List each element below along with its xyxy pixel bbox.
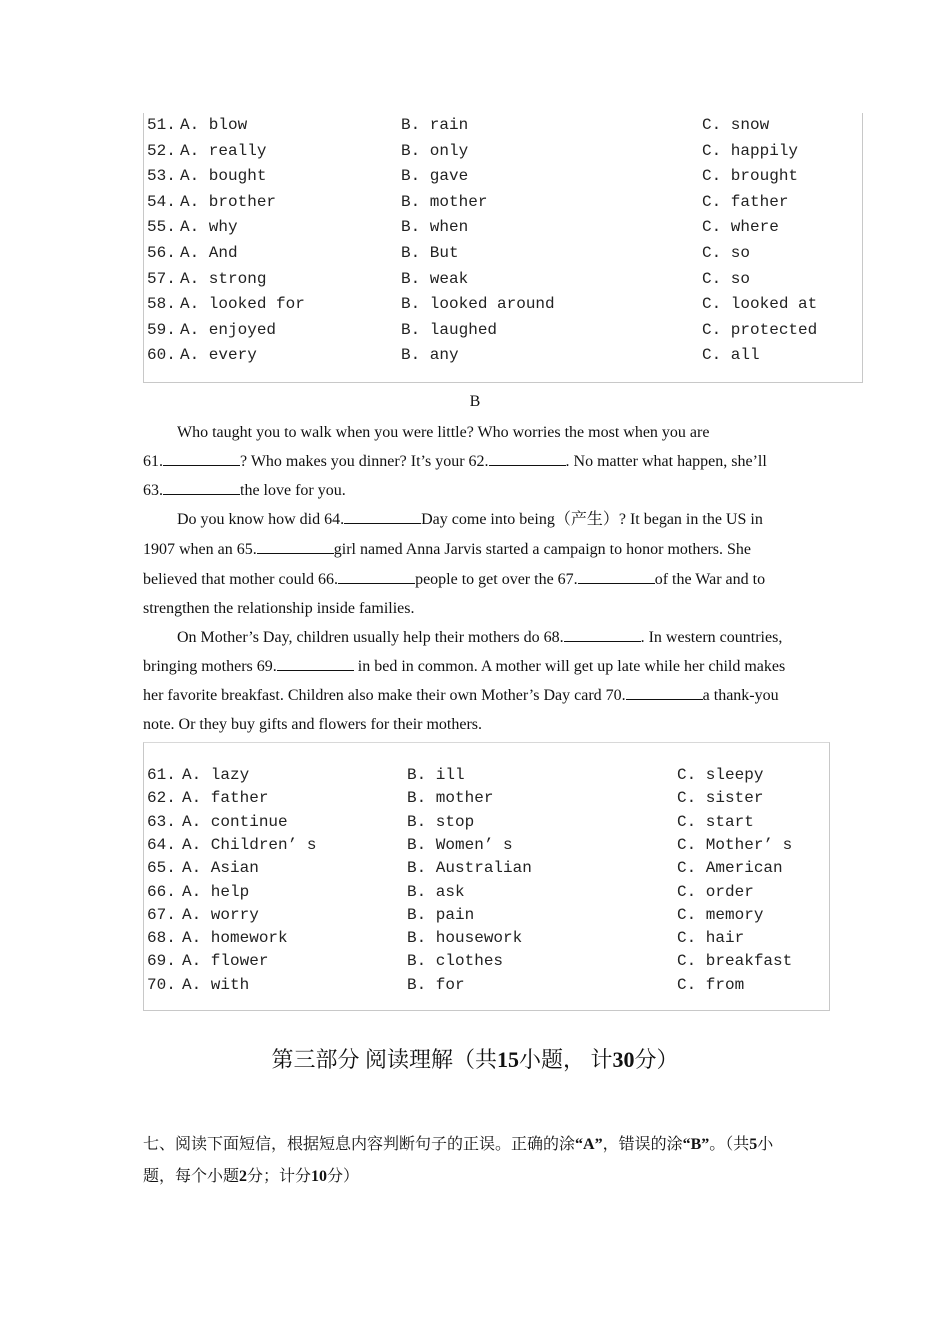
question-number: 55. — [147, 218, 176, 237]
option-row — [144, 949, 829, 974]
option-c[interactable]: C. start — [677, 812, 754, 831]
part3-question-count: 15 — [496, 1047, 519, 1072]
question-number: 59. — [147, 320, 176, 339]
option-row — [144, 810, 829, 835]
s7-text-6: 分；计分 — [247, 1168, 312, 1185]
option-row — [144, 292, 862, 317]
option-a[interactable]: A. with — [182, 975, 250, 994]
option-a[interactable]: A. every — [180, 346, 257, 365]
option-row — [144, 880, 829, 905]
option-c[interactable]: C. American — [677, 859, 783, 878]
option-c[interactable]: C. brought — [702, 167, 799, 186]
s7-text-5: 题，每个小题 — [143, 1168, 240, 1185]
option-c[interactable]: C. sister — [677, 789, 764, 808]
option-a[interactable]: A. enjoyed — [180, 320, 277, 339]
section7-instructions — [143, 1129, 807, 1193]
question-number: 61. — [147, 766, 176, 784]
option-c[interactable]: C. so — [702, 269, 751, 288]
option-row — [144, 903, 829, 928]
option-b[interactable]: B. mother — [407, 789, 494, 808]
option-row — [144, 856, 829, 881]
option-b[interactable]: B. laughed — [401, 320, 498, 339]
p1-text-4: the love for you. — [240, 482, 346, 499]
blank-66[interactable] — [338, 567, 415, 584]
p2-text-4: girl named Anna Jarvis started a campaign to honor mothers. She — [333, 541, 751, 558]
p3-text-6: a thank-you — [702, 687, 779, 704]
option-c[interactable]: C. looked at — [702, 295, 818, 314]
option-row — [144, 241, 862, 266]
option-row — [144, 786, 829, 811]
option-c[interactable]: C. hair — [677, 929, 745, 948]
option-row — [144, 926, 829, 951]
p3-text-7: note. Or they buy gifts and flowers for their mothers. — [143, 716, 483, 733]
blank-63-number: 63. — [143, 482, 163, 499]
s7-text-1: 七、阅读下面短信，根据短息内容判断句子的正误。正确的涂 — [143, 1136, 576, 1153]
s7-question-count: 5 — [749, 1136, 758, 1153]
s7-total-points: 10 — [311, 1168, 328, 1185]
option-row — [144, 139, 862, 164]
p1-text-2: ? Who makes you dinner? It’s your 62. — [240, 453, 489, 470]
blank-63[interactable] — [163, 478, 240, 495]
question-number: 65. — [147, 859, 176, 878]
option-a[interactable]: A. And — [180, 244, 238, 262]
p2-text-8: strengthen the relationship inside families. — [143, 600, 415, 617]
option-a[interactable]: A. brother — [180, 192, 277, 211]
option-a[interactable]: A. looked for — [180, 295, 305, 314]
question-number: 70. — [147, 975, 176, 994]
option-c[interactable]: C. breakfast — [677, 952, 793, 971]
question-number: 57. — [147, 269, 176, 288]
option-b[interactable]: B. Women’ s — [407, 835, 513, 854]
option-row — [144, 113, 862, 138]
option-a[interactable]: A. continue — [182, 812, 288, 831]
question-number: 68. — [147, 929, 176, 948]
option-c[interactable]: C. sleepy — [677, 766, 764, 784]
option-a[interactable]: A. bought — [180, 167, 267, 186]
option-c[interactable]: C. memory — [677, 905, 764, 924]
option-b[interactable]: B. clothes — [407, 952, 504, 971]
blank-68[interactable] — [564, 625, 641, 642]
s7-text-2: ，错误的涂 — [602, 1136, 683, 1153]
option-c[interactable]: C. where — [702, 218, 779, 237]
option-a[interactable]: A. really — [180, 141, 267, 160]
option-b[interactable]: B. pain — [407, 905, 475, 924]
option-b[interactable]: B. mother — [401, 192, 488, 211]
blank-65[interactable] — [257, 537, 334, 554]
option-b[interactable]: B. weak — [401, 269, 469, 288]
question-number: 54. — [147, 192, 176, 211]
question-number: 58. — [147, 295, 176, 314]
option-b[interactable]: B. stop — [407, 812, 475, 831]
option-c[interactable]: C. happily — [702, 141, 799, 160]
option-c[interactable]: C. father — [702, 192, 789, 211]
p3-text-3: bringing mothers 69. — [143, 658, 277, 675]
question-number: 63. — [147, 812, 176, 831]
option-b[interactable]: B. gave — [401, 167, 469, 186]
question-number: 51. — [147, 116, 176, 134]
option-row — [144, 267, 862, 292]
passage-b-paragraph-1 — [143, 418, 807, 505]
s7-option-b: “B” — [682, 1136, 710, 1153]
blank-62[interactable] — [489, 449, 566, 466]
p2-text-5: believed that mother could 66. — [143, 571, 339, 588]
p3-text-2: . In western countries, — [640, 629, 783, 646]
option-a[interactable]: A. Children’ s — [182, 835, 317, 854]
blank-64[interactable] — [344, 507, 421, 524]
part3-title — [0, 1044, 950, 1076]
blank-61-number: 61. — [143, 453, 163, 470]
options-table-51-60 — [143, 113, 863, 383]
option-a[interactable]: A. homework — [182, 929, 288, 948]
p3-text-4: in bed in common. A mother will get up late while her child makes — [353, 658, 786, 675]
option-b[interactable]: B. any — [401, 346, 459, 365]
s7-text-4: 小 — [757, 1136, 774, 1153]
option-b[interactable]: B. when — [401, 218, 469, 237]
passage-b-paragraph-2 — [143, 505, 807, 623]
blank-69[interactable] — [277, 654, 354, 671]
option-b[interactable]: B. ill — [407, 766, 465, 784]
part3-total-score: 30 — [612, 1047, 635, 1072]
p2-text-3: 1907 when an 65. — [143, 541, 257, 558]
part3-title-mid: 小题， 计 — [518, 1047, 613, 1072]
option-row — [144, 973, 829, 998]
option-b[interactable]: B. only — [401, 141, 469, 160]
passage-b-paragraph-3 — [143, 623, 807, 739]
option-a[interactable]: A. father — [182, 789, 269, 808]
p1-text-1: Who taught you to walk when you were little? Who worries the most when you are — [177, 424, 710, 441]
option-c[interactable]: C. Mother’ s — [677, 835, 793, 854]
option-row — [144, 763, 829, 788]
question-number: 66. — [147, 882, 176, 901]
question-number: 67. — [147, 905, 176, 924]
part3-title-prefix: 第三部分 阅读理解（共 — [271, 1047, 497, 1072]
question-number: 53. — [147, 167, 176, 186]
option-c[interactable]: C. order — [677, 882, 754, 901]
passage-b-heading: B — [469, 393, 481, 410]
option-c[interactable]: C. snow — [702, 116, 770, 134]
p3-text-5: her favorite breakfast. Children also make their own Mother’s Day card 70. — [143, 687, 626, 704]
p3-text-1: On Mother’s Day, children usually help their mothers do 68. — [177, 629, 564, 646]
s7-points-each: 2 — [239, 1168, 248, 1185]
option-a[interactable]: A. Asian — [182, 859, 259, 878]
blank-70[interactable] — [626, 683, 703, 700]
option-b[interactable]: B. Australian — [407, 859, 532, 878]
option-b[interactable]: B. ask — [407, 882, 465, 901]
p2-text-7: of the War and to — [654, 571, 766, 588]
p2-text-6: people to get over the 67. — [415, 571, 578, 588]
option-a[interactable]: A. flower — [182, 952, 269, 971]
option-b[interactable]: B. looked around — [401, 295, 555, 314]
option-a[interactable]: A. lazy — [182, 766, 250, 784]
option-b[interactable]: B. But — [401, 244, 459, 262]
option-a[interactable]: A. worry — [182, 905, 259, 924]
option-a[interactable]: A. strong — [180, 269, 267, 288]
p2-text-1: Do you know how did 64. — [177, 511, 345, 528]
blank-61[interactable] — [163, 449, 240, 466]
option-row — [144, 318, 862, 343]
option-b[interactable]: B. for — [407, 975, 465, 994]
option-c[interactable]: C. protected — [702, 320, 818, 339]
option-row — [144, 343, 862, 368]
question-number: 60. — [147, 346, 176, 365]
question-number: 64. — [147, 835, 176, 854]
option-row — [144, 164, 862, 189]
option-c[interactable]: C. from — [677, 975, 745, 994]
option-b[interactable]: B. housework — [407, 929, 523, 948]
option-b[interactable]: B. rain — [401, 116, 469, 134]
option-row — [144, 190, 862, 215]
option-a[interactable]: A. blow — [180, 116, 248, 134]
s7-option-a: “A” — [575, 1136, 603, 1153]
options-table-61-70 — [143, 742, 830, 1011]
s7-text-7: 分） — [327, 1168, 360, 1185]
question-number: 56. — [147, 244, 176, 262]
option-c[interactable]: C. so — [702, 244, 751, 262]
option-row — [144, 215, 862, 240]
question-number: 52. — [147, 141, 176, 160]
option-row — [144, 833, 829, 858]
part3-title-suffix: 分） — [634, 1047, 679, 1072]
p2-text-2: Day come into being（产生）? It began in the US in — [421, 511, 763, 528]
option-a[interactable]: A. why — [180, 218, 238, 237]
option-c[interactable]: C. all — [702, 346, 760, 365]
p1-text-3: . No matter what happen, she’ll — [565, 453, 767, 470]
question-number: 62. — [147, 789, 176, 808]
question-number: 69. — [147, 952, 176, 971]
s7-text-3: 。（共 — [709, 1136, 750, 1153]
blank-67[interactable] — [578, 567, 655, 584]
option-a[interactable]: A. help — [182, 882, 250, 901]
